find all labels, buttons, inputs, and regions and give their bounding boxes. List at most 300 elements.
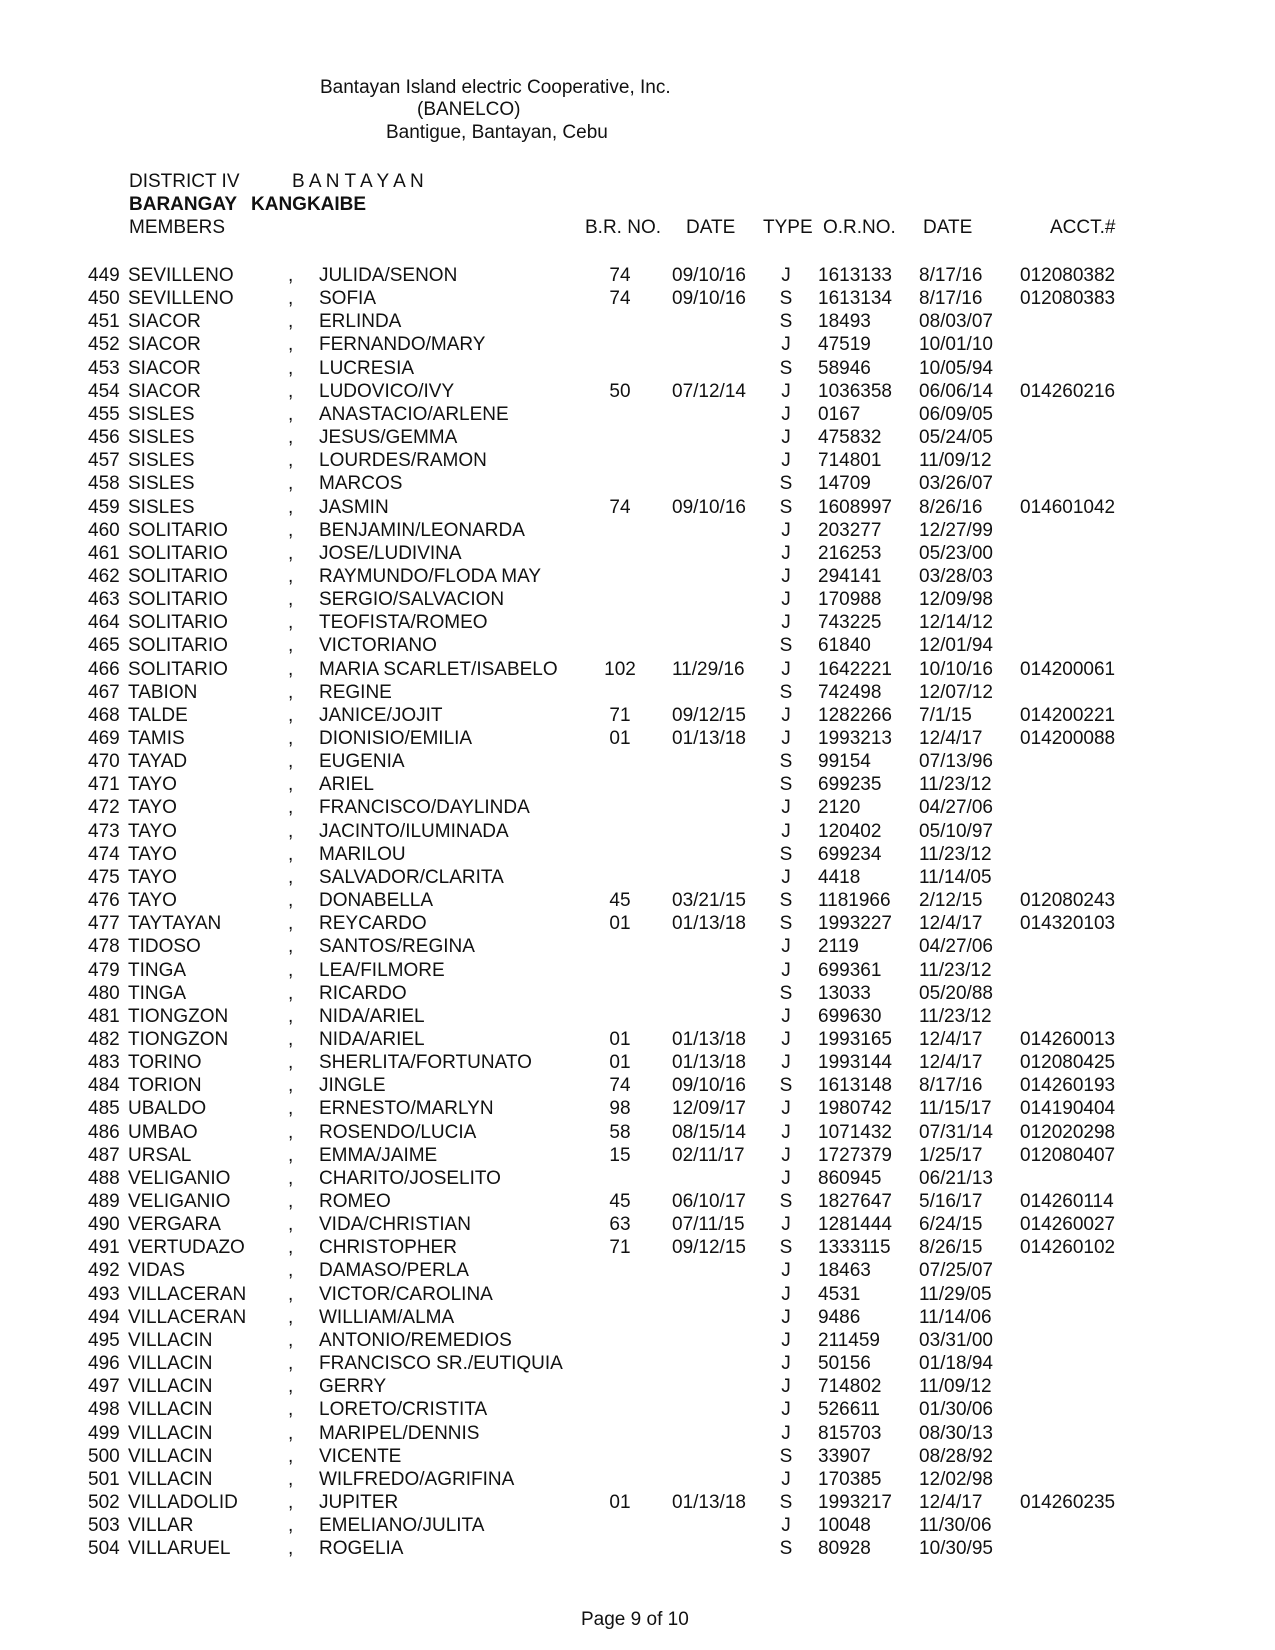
membership-type: J (781, 1399, 791, 1421)
row-number: 458 (88, 473, 120, 495)
or-no: 294141 (818, 565, 882, 587)
first-name: JUPITER (319, 1491, 399, 1513)
first-name: REYCARDO (319, 913, 427, 935)
membership-type: S (779, 913, 793, 935)
br-no: 01 (609, 1052, 631, 1074)
name-separator: , (288, 427, 294, 448)
table-row (0, 519, 1275, 542)
column-header-type: TYPE (763, 217, 813, 238)
account-number: 012080243 (1020, 890, 1116, 911)
table-row (0, 634, 1275, 657)
or-date: 8/17/16 (919, 1075, 983, 1097)
last-name: TAYO (128, 866, 177, 888)
name-separator: , (288, 565, 294, 587)
table-row (0, 704, 1275, 727)
br-no: 01 (609, 1028, 631, 1050)
or-date: 08/30/13 (919, 1422, 993, 1444)
account-number: 014260193 (1020, 1075, 1116, 1097)
first-name: REGINE (319, 681, 392, 703)
account-number: 014200061 (1020, 658, 1116, 680)
membership-type: S (779, 751, 793, 773)
name-separator: , (288, 334, 294, 356)
table-row (0, 426, 1275, 449)
first-name: JESUS/GEMMA (319, 427, 458, 448)
name-separator: , (288, 1538, 294, 1560)
br-date: 03/21/15 (672, 890, 746, 911)
first-name: ROGELIA (319, 1538, 404, 1560)
or-date: 12/09/98 (919, 589, 993, 611)
membership-type: J (781, 334, 791, 356)
row-number: 453 (88, 357, 120, 379)
name-separator: , (288, 681, 294, 703)
membership-type: J (781, 1052, 791, 1074)
name-separator: , (288, 496, 294, 518)
or-no: 714801 (818, 450, 882, 472)
last-name: URSAL (128, 1144, 192, 1166)
row-number: 485 (88, 1098, 120, 1120)
or-date: 11/23/12 (919, 1005, 992, 1027)
or-no: 9486 (818, 1306, 861, 1328)
table-row (0, 1121, 1275, 1144)
table-row (0, 1398, 1275, 1421)
first-name: JASMIN (319, 496, 389, 518)
last-name: TORINO (128, 1052, 202, 1074)
row-number: 483 (88, 1052, 120, 1074)
name-separator: , (288, 357, 294, 379)
first-name: FERNANDO/MARY (319, 334, 486, 356)
account-number: 014200221 (1020, 704, 1116, 726)
table-row (0, 588, 1275, 611)
last-name: TINGA (128, 959, 187, 981)
last-name: VILLACIN (128, 1353, 213, 1374)
first-name: JANICE/JOJIT (319, 704, 443, 726)
account-number: 014260102 (1020, 1237, 1116, 1259)
row-number: 490 (88, 1214, 120, 1236)
row-number: 498 (88, 1399, 120, 1421)
or-no: 1181966 (818, 890, 891, 911)
br-date: 09/12/15 (672, 1237, 746, 1259)
row-number: 478 (88, 936, 120, 958)
first-name: LUDOVICO/IVY (319, 380, 455, 402)
name-separator: , (288, 658, 294, 680)
row-number: 471 (88, 774, 120, 796)
first-name: ERNESTO/MARLYN (319, 1098, 494, 1120)
name-separator: , (288, 1399, 294, 1421)
membership-type: J (781, 403, 791, 425)
or-date: 12/4/17 (919, 913, 983, 935)
table-row (0, 935, 1275, 958)
last-name: TAYTAYAN (128, 913, 222, 935)
last-name: SOLITARIO (128, 542, 228, 564)
last-name: SISLES (128, 496, 195, 518)
last-name: TAYO (128, 797, 177, 819)
membership-type: S (779, 774, 793, 796)
name-separator: , (288, 1306, 294, 1328)
last-name: VERGARA (128, 1214, 221, 1236)
last-name: VELIGANIO (128, 1167, 231, 1189)
br-date: 07/12/14 (672, 380, 746, 402)
last-name: VILLACIN (128, 1376, 213, 1398)
or-no: 1993217 (818, 1491, 892, 1513)
table-row (0, 773, 1275, 796)
first-name: SALVADOR/CLARITA (319, 866, 504, 888)
column-header-acct: ACCT.# (1050, 217, 1116, 238)
row-number: 477 (88, 913, 120, 935)
last-name: TINGA (128, 982, 187, 1004)
or-no: 10048 (818, 1515, 871, 1537)
first-name: CHRISTOPHER (319, 1237, 457, 1259)
membership-type: J (781, 1376, 791, 1398)
br-date: 09/10/16 (672, 288, 746, 310)
last-name: VILLACIN (128, 1329, 213, 1351)
table-row (0, 542, 1275, 565)
membership-type: S (779, 890, 793, 911)
br-date: 01/13/18 (672, 1028, 746, 1050)
or-no: 742498 (818, 681, 882, 703)
row-number: 486 (88, 1121, 120, 1143)
name-separator: , (288, 1445, 294, 1467)
or-date: 12/07/12 (919, 681, 993, 703)
name-separator: , (288, 936, 294, 958)
or-date: 11/29/05 (919, 1283, 992, 1305)
br-date: 09/10/16 (672, 265, 746, 286)
or-date: 5/16/17 (919, 1191, 983, 1212)
membership-type: J (781, 728, 791, 749)
membership-type: S (779, 1191, 793, 1212)
name-separator: , (288, 1005, 294, 1027)
account-number: 014200088 (1020, 728, 1116, 749)
membership-type: J (781, 265, 791, 286)
name-separator: , (288, 589, 294, 611)
column-header-or-no: O.R.NO. (823, 217, 896, 238)
br-no: 15 (609, 1144, 631, 1166)
br-no: 45 (609, 1191, 631, 1212)
row-number: 449 (88, 265, 120, 286)
table-row (0, 1468, 1275, 1491)
table-row (0, 727, 1275, 750)
membership-type: J (781, 866, 791, 888)
or-date: 10/10/16 (919, 658, 993, 680)
first-name: ROMEO (319, 1191, 391, 1212)
name-separator: , (288, 542, 294, 564)
membership-type: J (781, 519, 791, 541)
or-date: 12/4/17 (919, 1028, 983, 1050)
table-row (0, 449, 1275, 472)
membership-type: J (781, 1028, 791, 1050)
org-name: Bantayan Island electric Cooperative, Inc. (320, 77, 671, 98)
or-date: 06/21/13 (919, 1167, 993, 1189)
barangay-value: KANGKAIBE (251, 194, 367, 215)
membership-type: J (781, 1214, 791, 1236)
last-name: VILLAR (128, 1515, 194, 1537)
row-number: 492 (88, 1260, 120, 1282)
br-date: 09/12/15 (672, 704, 746, 726)
table-row (0, 1283, 1275, 1306)
or-date: 2/12/15 (919, 890, 983, 911)
name-separator: , (288, 1121, 294, 1143)
membership-type: J (781, 1121, 791, 1143)
last-name: SOLITARIO (128, 635, 228, 657)
last-name: SEVILLENO (128, 288, 234, 310)
or-date: 01/30/06 (919, 1399, 993, 1421)
name-separator: , (288, 866, 294, 888)
name-separator: , (288, 1075, 294, 1097)
row-number: 497 (88, 1376, 120, 1398)
account-number: 014190404 (1020, 1098, 1116, 1120)
br-no: 71 (609, 704, 631, 726)
first-name: RAYMUNDO/FLODA MAY (319, 565, 542, 587)
or-no: 743225 (818, 612, 882, 634)
last-name: VILLARUEL (128, 1538, 231, 1560)
last-name: VILLADOLID (128, 1491, 238, 1513)
br-date: 01/13/18 (672, 913, 746, 935)
membership-type: J (781, 542, 791, 564)
first-name: SOFIA (319, 288, 377, 310)
last-name: SOLITARIO (128, 519, 228, 541)
or-date: 11/14/05 (919, 866, 992, 888)
table-row (0, 1190, 1275, 1213)
or-no: 714802 (818, 1376, 882, 1398)
or-no: 47519 (818, 334, 871, 356)
first-name: WILLIAM/ALMA (319, 1306, 455, 1328)
br-no: 74 (609, 496, 631, 518)
last-name: SOLITARIO (128, 589, 228, 611)
name-separator: , (288, 751, 294, 773)
membership-type: J (781, 450, 791, 472)
row-number: 487 (88, 1144, 120, 1166)
row-number: 470 (88, 751, 120, 773)
or-date: 06/09/05 (919, 403, 993, 425)
last-name: SIACOR (128, 380, 201, 402)
br-date: 01/13/18 (672, 728, 746, 749)
table-row (0, 611, 1275, 634)
first-name: ANTONIO/REMEDIOS (319, 1329, 512, 1351)
or-no: 1827647 (818, 1191, 892, 1212)
first-name: EUGENIA (319, 751, 405, 773)
or-date: 11/23/12 (919, 959, 992, 981)
membership-type: J (781, 612, 791, 634)
table-row (0, 472, 1275, 495)
table-row (0, 496, 1275, 519)
account-number: 014260027 (1020, 1214, 1116, 1236)
br-date: 01/13/18 (672, 1491, 746, 1513)
or-date: 12/4/17 (919, 1052, 983, 1074)
first-name: EMELIANO/JULITA (319, 1515, 485, 1537)
or-date: 12/01/94 (919, 635, 993, 657)
table-row (0, 310, 1275, 333)
table-row (0, 912, 1275, 935)
first-name: BENJAMIN/LEONARDA (319, 519, 525, 541)
account-number: 012080407 (1020, 1144, 1116, 1166)
table-row (0, 959, 1275, 982)
or-no: 203277 (818, 519, 882, 541)
table-row (0, 357, 1275, 380)
membership-type: S (779, 1538, 793, 1560)
membership-type: J (781, 1167, 791, 1189)
table-row (0, 843, 1275, 866)
last-name: TIDOSO (128, 936, 201, 958)
last-name: UMBAO (128, 1121, 198, 1143)
name-separator: , (288, 797, 294, 819)
name-separator: , (288, 1260, 294, 1282)
or-no: 18463 (818, 1260, 871, 1282)
membership-type: J (781, 1283, 791, 1305)
br-date: 09/10/16 (672, 496, 746, 518)
or-no: 99154 (818, 751, 871, 773)
table-row (0, 403, 1275, 426)
br-no: 58 (609, 1121, 631, 1143)
row-number: 479 (88, 959, 120, 981)
table-row (0, 1259, 1275, 1282)
table-row (0, 565, 1275, 588)
account-number: 012080383 (1020, 288, 1116, 310)
table-row (0, 1375, 1275, 1398)
membership-type: J (781, 1515, 791, 1537)
br-date: 11/29/16 (672, 658, 745, 680)
table-row (0, 658, 1275, 681)
first-name: VIDA/CHRISTIAN (319, 1214, 472, 1236)
or-date: 7/1/15 (919, 704, 972, 726)
first-name: JINGLE (319, 1075, 386, 1097)
name-separator: , (288, 774, 294, 796)
or-no: 170988 (818, 589, 882, 611)
first-name: ERLINDA (319, 311, 402, 333)
first-name: LUCRESIA (319, 357, 415, 379)
or-no: 1980742 (818, 1098, 892, 1120)
last-name: SIACOR (128, 311, 201, 333)
or-no: 80928 (818, 1538, 871, 1560)
membership-type: S (779, 357, 793, 379)
table-row (0, 750, 1275, 773)
name-separator: , (288, 890, 294, 911)
last-name: VILLACIN (128, 1422, 213, 1444)
membership-type: S (779, 496, 793, 518)
or-no: 18493 (818, 311, 871, 333)
row-number: 476 (88, 890, 120, 911)
table-row (0, 1445, 1275, 1468)
row-number: 451 (88, 311, 120, 333)
or-no: 1071432 (818, 1121, 892, 1143)
membership-type: S (779, 473, 793, 495)
account-number: 014320103 (1020, 913, 1116, 935)
or-date: 12/4/17 (919, 1491, 983, 1513)
row-number: 469 (88, 728, 120, 749)
or-date: 11/09/12 (919, 450, 992, 472)
br-no: 102 (604, 658, 636, 680)
or-date: 05/23/00 (919, 542, 993, 564)
br-date: 08/15/14 (672, 1121, 746, 1143)
last-name: TAYO (128, 890, 177, 911)
row-number: 501 (88, 1468, 120, 1490)
first-name: LEA/FILMORE (319, 959, 445, 981)
first-name: FRANCISCO SR./EUTIQUIA (319, 1353, 563, 1374)
last-name: SISLES (128, 473, 195, 495)
or-no: 216253 (818, 542, 882, 564)
row-number: 499 (88, 1422, 120, 1444)
row-number: 502 (88, 1491, 120, 1513)
membership-type: J (781, 1353, 791, 1374)
membership-type: S (779, 1445, 793, 1467)
row-number: 468 (88, 704, 120, 726)
or-no: 4531 (818, 1283, 861, 1305)
membership-type: J (781, 589, 791, 611)
br-no: 74 (609, 265, 631, 286)
first-name: DIONISIO/EMILIA (319, 728, 473, 749)
row-number: 463 (88, 589, 120, 611)
first-name: VICTOR/CAROLINA (319, 1283, 493, 1305)
row-number: 503 (88, 1515, 120, 1537)
name-separator: , (288, 1237, 294, 1259)
membership-type: J (781, 1260, 791, 1282)
br-no: 74 (609, 288, 631, 310)
table-row (0, 333, 1275, 356)
row-number: 452 (88, 334, 120, 356)
or-no: 860945 (818, 1167, 882, 1189)
account-number: 014601042 (1020, 496, 1116, 518)
membership-type: S (779, 681, 793, 703)
first-name: GERRY (319, 1376, 387, 1398)
membership-type: J (781, 1306, 791, 1328)
or-date: 8/17/16 (919, 265, 983, 286)
or-date: 07/31/14 (919, 1121, 993, 1143)
last-name: SISLES (128, 403, 195, 425)
last-name: VILLACERAN (128, 1283, 247, 1305)
row-number: 461 (88, 542, 120, 564)
account-number: 014260235 (1020, 1491, 1116, 1513)
first-name: RICARDO (319, 982, 407, 1004)
or-date: 03/28/03 (919, 565, 993, 587)
or-date: 04/27/06 (919, 797, 993, 819)
name-separator: , (288, 1144, 294, 1166)
name-separator: , (288, 1515, 294, 1537)
table-row (0, 1491, 1275, 1514)
account-number: 012080425 (1020, 1052, 1116, 1074)
or-no: 0167 (818, 403, 861, 425)
row-number: 491 (88, 1237, 120, 1259)
name-separator: , (288, 1098, 294, 1120)
br-no: 50 (609, 380, 631, 402)
first-name: SHERLITA/FORTUNATO (319, 1052, 532, 1074)
name-separator: , (288, 311, 294, 333)
last-name: TAYO (128, 843, 177, 865)
last-name: VILLACIN (128, 1468, 213, 1490)
table-row (0, 866, 1275, 889)
first-name: WILFREDO/AGRIFINA (319, 1468, 515, 1490)
last-name: TIONGZON (128, 1028, 229, 1050)
or-no: 699630 (818, 1005, 882, 1027)
last-name: VILLACIN (128, 1445, 213, 1467)
membership-type: S (779, 1237, 793, 1259)
membership-type: S (779, 1491, 793, 1513)
membership-type: J (781, 1329, 791, 1351)
table-row (0, 982, 1275, 1005)
or-no: 1281444 (818, 1214, 892, 1236)
first-name: MARCOS (319, 473, 403, 495)
name-separator: , (288, 728, 294, 749)
br-no: 01 (609, 913, 631, 935)
table-row (0, 1144, 1275, 1167)
or-no: 1727379 (818, 1144, 892, 1166)
row-number: 500 (88, 1445, 120, 1467)
column-header-date: DATE (686, 217, 736, 238)
column-header-members: MEMBERS (129, 217, 226, 238)
table-row (0, 1329, 1275, 1352)
or-date: 05/10/97 (919, 820, 993, 842)
membership-type: J (781, 565, 791, 587)
membership-type: J (781, 704, 791, 726)
last-name: TABION (128, 681, 198, 703)
or-no: 1613134 (818, 288, 892, 310)
